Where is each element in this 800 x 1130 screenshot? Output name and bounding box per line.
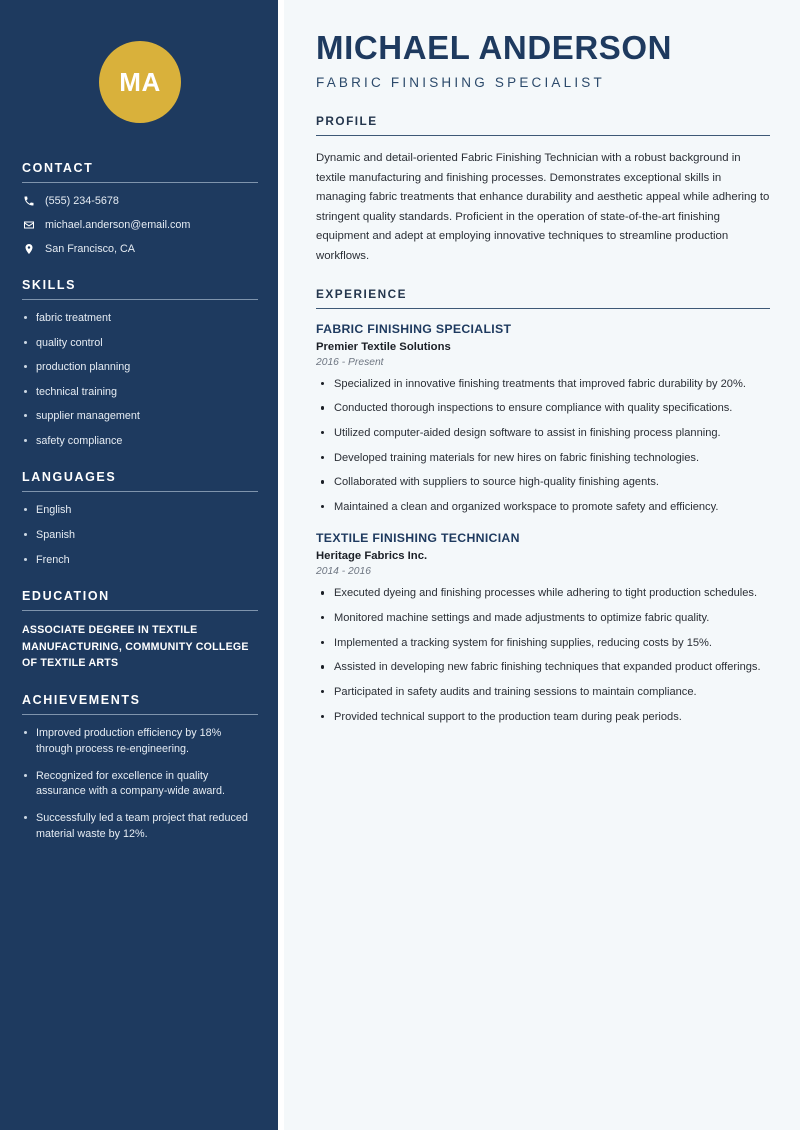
main-heading-experience: EXPERIENCE xyxy=(316,286,408,301)
list-item: supplier management xyxy=(22,409,258,424)
sidebar-section-languages xyxy=(22,470,258,567)
education-entry: ASSOCIATE DEGREE IN TEXTILE MANUFACTURING, COMMUNITY COLLEGE OF TEXTILE ARTS xyxy=(22,624,249,669)
sidebar-heading-achievements: ACHIEVEMENTS xyxy=(22,693,141,708)
list-item: French xyxy=(22,553,258,568)
list-item: production planning xyxy=(22,360,258,375)
experience-bullets xyxy=(316,376,770,516)
experience-dates: 2014 - 2016 xyxy=(316,566,371,578)
divider xyxy=(22,491,258,492)
list-item: Recognized for excellence in quality assurance with a company-wide award. xyxy=(22,769,258,800)
sidebar-heading-contact: CONTACT xyxy=(22,161,94,175)
section-experience xyxy=(316,287,770,726)
list-item: Spanish xyxy=(22,528,258,543)
experience-company: Heritage Fabrics Inc. xyxy=(316,550,428,563)
divider xyxy=(22,610,258,611)
sidebar-section-achievements xyxy=(22,693,258,842)
contact-phone-value: (555) 234-5678 xyxy=(45,195,119,207)
map-pin-icon xyxy=(22,243,35,255)
list-item: Specialized in innovative finishing treatments that improved fabric durability by 20%. xyxy=(316,376,770,393)
envelope-icon xyxy=(22,219,35,231)
list-item: Developed training materials for new hires on fabric finishing technologies. xyxy=(316,450,770,467)
list-item: fabric treatment xyxy=(22,311,258,326)
list-item: Maintained a clean and organized workspace to promote safety and efficiency. xyxy=(316,499,770,516)
list-item: Improved production efficiency by 18% through process re-engineering. xyxy=(22,726,258,757)
divider xyxy=(22,299,258,300)
sidebar-heading-languages: LANGUAGES xyxy=(22,470,117,485)
contact-item-location[interactable] xyxy=(22,242,258,256)
sidebar-heading-skills: SKILLS xyxy=(22,278,77,293)
avatar: MA xyxy=(99,41,181,123)
experience-company: Premier Textile Solutions xyxy=(316,340,451,353)
list-item: Provided technical support to the production team during peak periods. xyxy=(316,709,770,726)
divider xyxy=(22,182,258,183)
list-item: Executed dyeing and finishing processes while adhering to tight production schedules. xyxy=(316,585,770,602)
experience-role: FABRIC FINISHING SPECIALIST xyxy=(316,321,512,336)
list-item: Participated in safety audits and training sessions to maintain compliance. xyxy=(316,684,770,701)
list-item: Successfully led a team project that reduced material waste by 12%. xyxy=(22,811,258,842)
sidebar-heading-education: EDUCATION xyxy=(22,589,110,604)
list-item: Collaborated with suppliers to source high-quality finishing agents. xyxy=(316,474,770,491)
experience-bullets xyxy=(316,585,770,725)
list-item: Conducted thorough inspections to ensure compliance with quality specifications. xyxy=(316,400,770,417)
main-heading-profile: PROFILE xyxy=(316,113,378,128)
achievements-list xyxy=(22,726,258,842)
contact-item-email[interactable] xyxy=(22,218,258,232)
experience-role: TEXTILE FINISHING TECHNICIAN xyxy=(316,531,520,546)
list-item: Assisted in developing new fabric finishing techniques that expanded product offerings. xyxy=(316,659,770,676)
experience-entry xyxy=(316,322,770,516)
list-item: quality control xyxy=(22,336,258,351)
sidebar-section-contact xyxy=(22,161,258,256)
list-item: English xyxy=(22,503,258,518)
sidebar xyxy=(0,0,278,1130)
profile-text: Dynamic and detail-oriented Fabric Finishing Technician with a robust background in textile manufacturing and finishing processes. Demonstrates exceptional skills in managing fabric treatments that enhance durability and aesthetic appeal while adhering to stringent quality standards. Proficient in the operation of state-of-the-art finishing equipment and adept at employing innovative techniques to streamline production workflows. xyxy=(316,151,770,262)
contact-item-phone[interactable] xyxy=(22,194,258,208)
divider xyxy=(316,308,770,309)
main-content xyxy=(284,0,800,1130)
skills-list xyxy=(22,311,258,448)
contact-email-value: michael.anderson@email.com xyxy=(45,219,191,232)
header-job-title: FABRIC FINISHING SPECIALIST xyxy=(316,74,605,90)
sidebar-section-skills xyxy=(22,278,258,448)
list-item: technical training xyxy=(22,385,258,400)
phone-icon xyxy=(22,195,35,207)
page-title: MICHAEL ANDERSON xyxy=(316,29,673,66)
experience-entry xyxy=(316,531,770,725)
divider xyxy=(22,714,258,715)
divider xyxy=(316,135,770,136)
list-item: safety compliance xyxy=(22,434,258,449)
languages-list xyxy=(22,503,258,567)
contact-location-value: San Francisco, CA xyxy=(45,243,136,256)
list-item: Implemented a tracking system for finishing supplies, reducing costs by 15%. xyxy=(316,635,770,652)
list-item: Monitored machine settings and made adjustments to optimize fabric quality. xyxy=(316,610,770,627)
sidebar-section-education xyxy=(22,589,258,671)
list-item: Utilized computer-aided design software to assist in finishing process planning. xyxy=(316,425,770,442)
avatar-container xyxy=(22,0,258,161)
experience-dates: 2016 - Present xyxy=(316,356,384,368)
section-profile xyxy=(316,114,770,267)
